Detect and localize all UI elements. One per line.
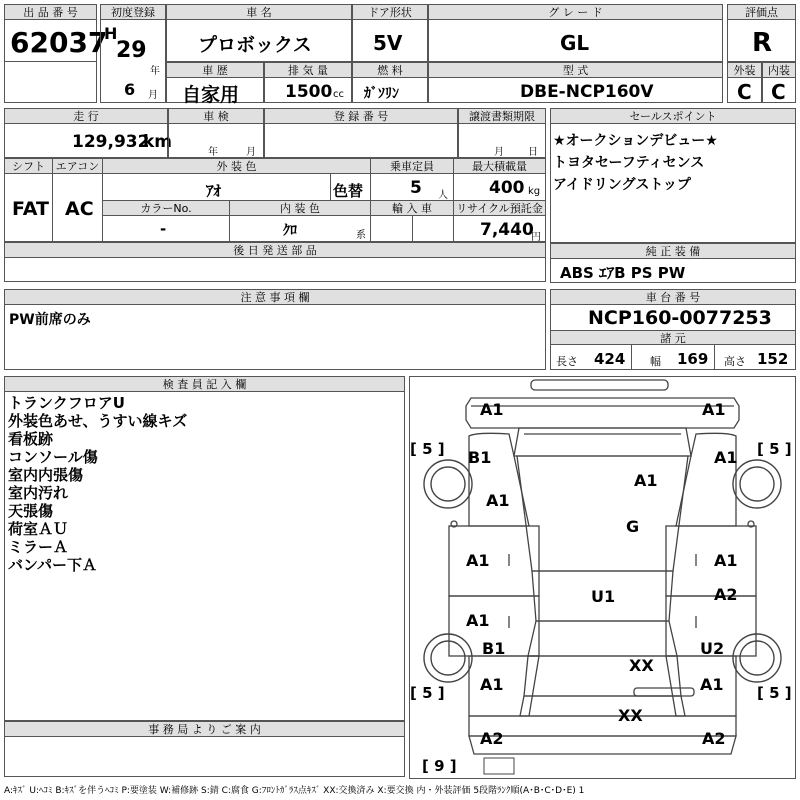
- car-name: プロボックス: [198, 34, 312, 56]
- grade: GL: [560, 31, 590, 55]
- era: H: [104, 24, 118, 43]
- registration-label: 登 録 番 号: [265, 109, 457, 124]
- car-name-label: 車 名: [167, 5, 351, 20]
- mileage-unit: km: [143, 132, 173, 152]
- inspector-notes: [8, 394, 398, 574]
- equipment-label: 純 正 装 備: [551, 244, 795, 259]
- score-label: 評価点: [728, 5, 795, 20]
- mark-door-rear-right: A2: [714, 585, 738, 604]
- ac-label: エアコン: [53, 159, 102, 174]
- recycle-unit: 円: [531, 232, 541, 243]
- tire-fl-tag: [ 5 ]: [410, 440, 445, 458]
- lot-label: 出 品 番 号: [5, 5, 96, 20]
- notes-label: 注 意 事 項 欄: [5, 290, 545, 305]
- mark-rear-bumper-right: A2: [702, 729, 726, 748]
- inspector-note: コンソール傷: [8, 448, 98, 466]
- mark-rear-panel: XX: [618, 706, 643, 725]
- selling-point: トヨタセーフティセンス: [553, 155, 705, 171]
- model: DBE-NCP160V: [520, 82, 654, 102]
- later-parts-label: 後 日 発 送 部 品: [5, 243, 545, 258]
- office-label: 事 務 局 よ り ご 案 内: [5, 722, 404, 737]
- height: 152: [757, 350, 789, 368]
- spare-tire-tag: [ 9 ]: [422, 757, 457, 775]
- mark-fender-front-left: B1: [468, 448, 492, 467]
- mileage-label: 走 行: [5, 109, 167, 124]
- history-label: 車 歴: [167, 63, 263, 78]
- recycle-label: リサイクル預託金: [454, 201, 545, 216]
- doors-label: ドア形状: [353, 5, 427, 20]
- mileage: 129,932: [72, 132, 150, 152]
- length: 424: [594, 350, 626, 368]
- recycle-fee: 7,440: [480, 220, 534, 240]
- mark-door-front-right: A1: [714, 551, 738, 570]
- exterior-color: ｱｵ: [206, 182, 222, 200]
- displacement-label: 排 気 量: [265, 63, 351, 78]
- interior-color-unit: 系: [356, 230, 366, 241]
- inspector-note: バンパー下Ａ: [8, 556, 97, 574]
- selling-point: アイドリングストップ: [553, 177, 691, 193]
- length-label: 長さ: [556, 355, 578, 368]
- tire-rr-tag: [ 5 ]: [757, 684, 792, 702]
- inspection-label: 車 検: [169, 109, 263, 124]
- mark-door-front-left: A1: [466, 551, 490, 570]
- inspection-year-unit: 年: [208, 147, 218, 158]
- lot-number: 62037: [10, 26, 108, 59]
- mark-rear-right: A1: [700, 675, 724, 694]
- mark-roof: U1: [591, 587, 616, 606]
- mark-pillar-left: A1: [486, 491, 510, 510]
- int-color-label: 内 装 色: [230, 201, 370, 216]
- grade-label: グ レ ー ド: [429, 5, 722, 20]
- ac: AC: [65, 198, 94, 220]
- height-label: 高さ: [724, 355, 746, 368]
- mark-door-rear-left: A1: [466, 611, 490, 630]
- mark-rear-glass: XX: [629, 656, 654, 675]
- capacity-label: 乗車定員: [371, 159, 453, 174]
- inspector-note: 室内内張傷: [8, 466, 84, 484]
- mark-windshield: G: [626, 517, 640, 536]
- tire-rl-tag: [ 5 ]: [410, 684, 445, 702]
- capacity-unit: 人: [438, 190, 448, 201]
- exterior-grade: C: [737, 80, 752, 104]
- width: 169: [677, 350, 709, 368]
- color-change: 色替: [333, 182, 364, 200]
- notes: PW前席のみ: [9, 312, 91, 328]
- inspector-note: 看板跡: [8, 430, 54, 448]
- month-unit: 月: [148, 90, 158, 101]
- color-no-label: カラーNo.: [103, 201, 229, 216]
- car-outline: [409, 376, 796, 779]
- doors: 5V: [373, 31, 403, 55]
- chassis-label: 車 台 番 号: [551, 290, 795, 305]
- shift: FAT: [12, 198, 49, 220]
- specs-label: 諸 元: [551, 330, 795, 345]
- exterior-label: 外装: [728, 63, 761, 78]
- mark-front-bumper-right: A1: [702, 400, 726, 419]
- mark-hood: A1: [634, 471, 658, 490]
- inspector-note: 外装色あせ、うすい線キズ: [8, 412, 188, 430]
- shift-label: シフト: [5, 159, 52, 174]
- mark-front-bumper-left: A1: [480, 400, 504, 419]
- mark-fender-front-right: A1: [714, 448, 738, 467]
- inspector-note: トランクフロアU: [8, 394, 125, 412]
- inspector-note: 室内汚れ: [8, 484, 69, 502]
- first-reg-month: 6: [124, 80, 136, 99]
- color-label: 外 装 色: [103, 159, 370, 174]
- width-label: 幅: [650, 355, 661, 368]
- load-unit: kg: [528, 186, 541, 197]
- tire-fr-tag: [ 5 ]: [757, 440, 792, 458]
- inspector-note: 荷室ＡＵ: [8, 520, 69, 538]
- selling-point: ★オークションデビュー★: [553, 133, 718, 149]
- history: 自家用: [182, 84, 240, 106]
- interior-grade: C: [771, 80, 786, 104]
- inspector-note: 天張傷: [8, 502, 54, 520]
- load: 400: [489, 178, 525, 198]
- mark-rear-bumper-left: A2: [480, 729, 504, 748]
- selling-points-label: セールスポイント: [551, 109, 795, 124]
- interior-label: 内装: [763, 63, 795, 78]
- chassis-number: NCP160-0077253: [588, 307, 772, 329]
- transfer-day-unit: 日: [528, 147, 538, 158]
- mark-quarter-rear-right: U2: [700, 639, 725, 658]
- inspector-label: 検 査 員 記 入 欄: [5, 377, 404, 392]
- equipment: ABS ｴｱB PS PW: [560, 264, 686, 282]
- model-label: 型 式: [429, 63, 722, 78]
- inspection-month-unit: 月: [246, 147, 256, 158]
- legend: A:ｷｽﾞ U:ﾍｺﾐ B:ｷｽﾞを伴うﾍｺﾐ P:要塗装 W:補修跡 S:錆 C:腐食 G:ﾌﾛﾝﾄｶﾞﾗｽ点ｷｽﾞ XX:交換済み X:要交換 内・外装評価 5段階ﾗﾝｸ順(A･B･C･D･E) 1: [4, 786, 585, 796]
- year-unit: 年: [150, 66, 160, 77]
- first-reg-year: 29: [116, 38, 147, 63]
- interior-color: ｸﾛ: [283, 223, 297, 239]
- load-label: 最大積載量: [454, 159, 545, 174]
- transfer-month-unit: 月: [494, 147, 504, 158]
- import-label: 輸 入 車: [371, 201, 453, 216]
- transfer-label: 譲渡書類期限: [459, 109, 545, 124]
- first-reg-label: 初度登録: [101, 5, 165, 20]
- displacement: 1500: [285, 82, 333, 102]
- inspector-note: ミラーＡ: [8, 538, 69, 556]
- capacity: 5: [410, 178, 422, 198]
- fuel-label: 燃 料: [353, 63, 427, 78]
- mark-quarter-rear-left: B1: [482, 639, 506, 658]
- fuel: ｶﾞｿﾘﾝ: [364, 86, 399, 102]
- score: R: [752, 28, 773, 58]
- displacement-unit: cc: [333, 89, 344, 100]
- color-no: -: [160, 220, 167, 238]
- mark-rear-left: A1: [480, 675, 504, 694]
